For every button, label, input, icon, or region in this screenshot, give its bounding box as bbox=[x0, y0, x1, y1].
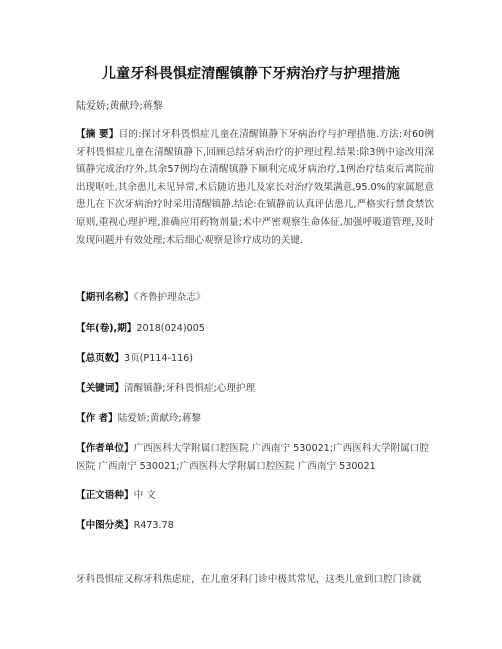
field-label: 【正文语种】 bbox=[76, 490, 134, 501]
field-keywords bbox=[76, 380, 436, 398]
abstract-label: 【摘 要】 bbox=[76, 129, 119, 140]
field-year-volume-issue bbox=[76, 320, 436, 338]
field-journal-name bbox=[76, 289, 436, 307]
field-value: 陆爱娇;黄献玲;蒋黎 bbox=[117, 413, 201, 424]
field-value: 3页(P114-116) bbox=[123, 353, 194, 364]
field-label: 【年(卷),期】 bbox=[76, 323, 137, 334]
field-value: 中 文 bbox=[133, 490, 156, 501]
body-paragraph: 牙科畏惧症又称牙科焦虑症，在儿童牙科门诊中极其常见，这类儿童到口腔门诊就 bbox=[76, 574, 422, 585]
field-value: R473.78 bbox=[133, 520, 174, 531]
field-total-pages bbox=[76, 350, 436, 368]
field-value: 广西医科大学附属口腔医院 广西南宁 530021;广西医科大学附属口腔医院 广西南宁 530021;广西医科大学附属口腔医院 广西南宁 530021 bbox=[76, 443, 429, 472]
paper-title: 儿童牙科畏惧症清醒镇静下牙病治疗与护理措施 bbox=[101, 66, 401, 82]
field-authors bbox=[76, 410, 436, 428]
field-affiliation bbox=[76, 440, 436, 475]
field-label: 【作 者】 bbox=[76, 413, 118, 424]
field-value: 清醒镇静;牙科畏惧症;心理护理 bbox=[123, 383, 256, 394]
field-classification bbox=[76, 517, 436, 535]
field-label: 【作者单位】 bbox=[76, 443, 134, 454]
field-value: 《齐鲁护理杂志》 bbox=[133, 292, 206, 303]
field-value: 2018(024)005 bbox=[136, 323, 205, 334]
abstract bbox=[76, 126, 434, 249]
field-label: 【期刊名称】 bbox=[76, 292, 134, 303]
abstract-text: 目的:探讨牙科畏惧症儿童在清醒镇静下牙病治疗与护理措施.方法:对60例牙科畏惧症儿童在清醒镇静下,回顾总结牙病治疗的护理过程.结果:除3例中途改用深镇静完成治疗外,其余57例均在清醒镇静下顺利完成牙病治疗,1例治疗结束后离院前出现呕吐,其余患儿未见异常,术后随访患儿及家长对治疗效果满意,95.0%的家属愿意患儿在下次牙病治疗时采用清醒镇静.结论:在镇静前认真评估患儿,严格实行禁食禁饮原则,重视心理护理,准确应用药物剂量;术中严密观察生命体征,加强呼吸道管理,及时发现问题并有效处理;术后细心观察是诊疗成功的关键. bbox=[76, 129, 434, 246]
field-language bbox=[76, 487, 436, 505]
field-label: 【关键词】 bbox=[76, 383, 124, 394]
paper-authors: 陆爱娇;黄献玲;蒋黎 bbox=[76, 101, 163, 112]
field-label: 【总页数】 bbox=[76, 353, 124, 364]
field-label: 【中图分类】 bbox=[76, 520, 134, 531]
